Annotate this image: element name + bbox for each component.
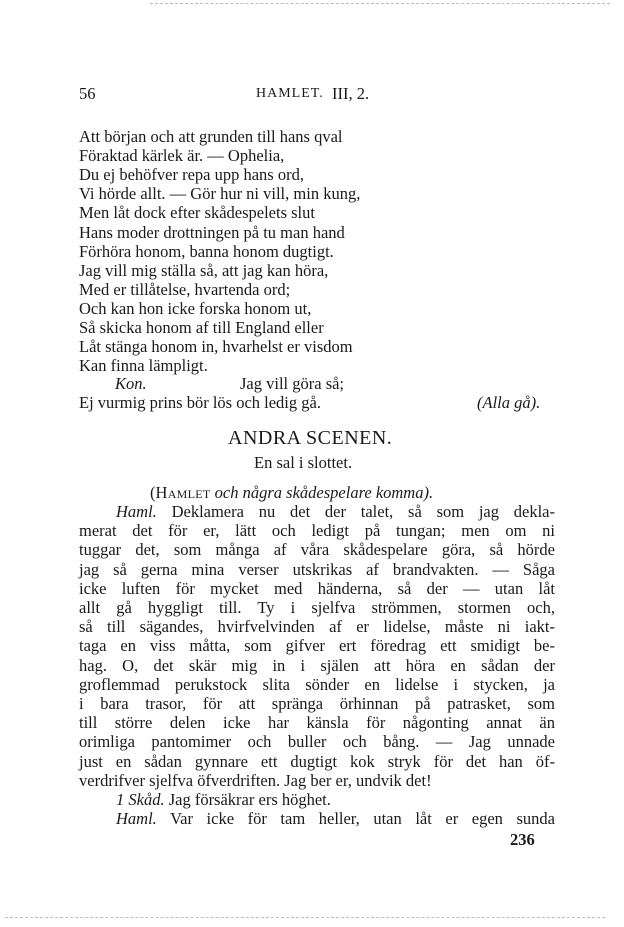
prose-text: Deklamera nu det der talet, så som jag dekla- bbox=[171, 502, 556, 521]
verse-line: Förhöra honom, banna honom dugtigt. bbox=[79, 241, 334, 261]
prose-line bbox=[79, 598, 555, 617]
signature-mark: 236 bbox=[510, 830, 535, 849]
prose-line bbox=[79, 560, 555, 579]
verse-line-final: Ej vurmig prins bör lös och ledig gå. bbox=[79, 393, 321, 412]
stage-direction-open: ( bbox=[150, 483, 156, 502]
prose-line bbox=[79, 713, 555, 732]
verse-line: Kan finna lämpligt. bbox=[79, 356, 208, 376]
exit-direction: (Alla gå). bbox=[477, 393, 541, 412]
prose-text: merat det för er, lätt och ledigt på tungan; men om ni bbox=[79, 521, 555, 541]
verse-line: Hans moder drottningen på tu man hand bbox=[79, 222, 345, 242]
prose-line bbox=[79, 771, 432, 790]
stage-direction bbox=[150, 483, 433, 502]
prose-line bbox=[79, 521, 555, 540]
verse-line: Med er tillåtelse, hvartenda ord; bbox=[79, 279, 291, 299]
verse-line: Föraktad kärlek är. — Ophelia, bbox=[79, 146, 285, 166]
prose-line bbox=[79, 656, 555, 675]
prose-line bbox=[79, 752, 555, 771]
verse-line: Jag vill mig ställa så, att jag kan höra, bbox=[79, 260, 329, 280]
prose-text: icke luften för mycket med händerna, så der — utan låt bbox=[79, 578, 555, 598]
prose-line bbox=[116, 502, 555, 521]
verse-line: Och kan hon icke forska honom ut, bbox=[79, 298, 312, 318]
kon-speech-text: Jag vill göra så; bbox=[240, 374, 345, 393]
prose-line bbox=[116, 809, 555, 828]
prose-line bbox=[79, 732, 555, 751]
page-number: 56 bbox=[79, 84, 96, 103]
prose-text: jag så gerna mina verser utskrikas af brandvakten. — Såga bbox=[79, 559, 555, 579]
prose-text: så till sägandes, hvirfvelvinden af er lidelse, måste ni iakt- bbox=[79, 617, 555, 637]
kon-speech bbox=[115, 374, 147, 393]
stage-direction-name: Hamlet bbox=[155, 483, 211, 502]
prose-text: taga en viss måtta, som gifver ert föredrag ett smidigt be- bbox=[79, 636, 555, 656]
prose-text: orimliga pantomimer och buller och bång. — Jag unnade bbox=[79, 732, 555, 752]
verse-line: Så skicka honom af till England eller bbox=[79, 318, 324, 337]
prose-line bbox=[79, 579, 555, 598]
speaker-name: Haml. bbox=[116, 502, 157, 521]
verse-line: Att början och att grunden till hans qval bbox=[79, 127, 343, 146]
verse-line: Men låt dock efter skådespelets slut bbox=[79, 203, 315, 223]
prose-text: allt gå hyggligt till. Ty i sjelfva strömmen, stormen och, bbox=[79, 598, 555, 617]
prose-line bbox=[79, 617, 555, 636]
prose-line bbox=[79, 694, 555, 713]
prose-text: tuggar det, som många af våra skådespelare göra, så hörde bbox=[79, 540, 555, 560]
prose-text: Jag försäkrar ers höghet. bbox=[168, 790, 331, 809]
prose-line bbox=[116, 790, 331, 809]
speaker-kon: Kon. bbox=[115, 374, 147, 393]
prose-text: i bara trasor, för att spränga örhinnan på patrasket, som bbox=[79, 694, 555, 713]
prose-text: verdrifver sjelfva öfverdriften. Jag ber er, undvik det! bbox=[79, 770, 432, 790]
verse-line: Låt stänga honom in, hvarhelst er visdom bbox=[79, 337, 353, 357]
running-title: HAMLET. bbox=[256, 86, 324, 101]
prose-text: till större delen icke har känsla för någonting annat än bbox=[79, 713, 555, 733]
scene-setting: En sal i slottet. bbox=[254, 453, 353, 472]
act-scene-number: III, 2. bbox=[332, 84, 370, 103]
prose-text: Var icke för tam heller, utan låt er egen sunda bbox=[170, 809, 555, 829]
verse-line: Du ej behöfver repa upp hans ord, bbox=[79, 165, 304, 185]
prose-text: groflemmad perukstock slita sönder en lidelse i stycken, ja bbox=[79, 674, 555, 694]
prose-line bbox=[79, 675, 555, 694]
speaker-name: Haml. bbox=[116, 809, 157, 829]
speaker-name: 1 Skåd. bbox=[116, 790, 165, 809]
stage-direction-text: och några skådespelare komma). bbox=[214, 483, 434, 502]
bottom-edge-rule bbox=[5, 917, 605, 918]
scene-title: ANDRA SCENEN. bbox=[228, 427, 393, 449]
top-edge-rule bbox=[150, 3, 610, 4]
prose-text: hag. O, det skär mig in i själen att höra en sådan der bbox=[79, 655, 555, 675]
prose-line bbox=[79, 540, 555, 559]
verse-line: Vi hörde allt. — Gör hur ni vill, min kung, bbox=[79, 184, 361, 204]
prose-line bbox=[79, 636, 555, 655]
prose-text: just en sådan gynnare ett dugtigt kok stryk för det han öf- bbox=[79, 751, 555, 771]
